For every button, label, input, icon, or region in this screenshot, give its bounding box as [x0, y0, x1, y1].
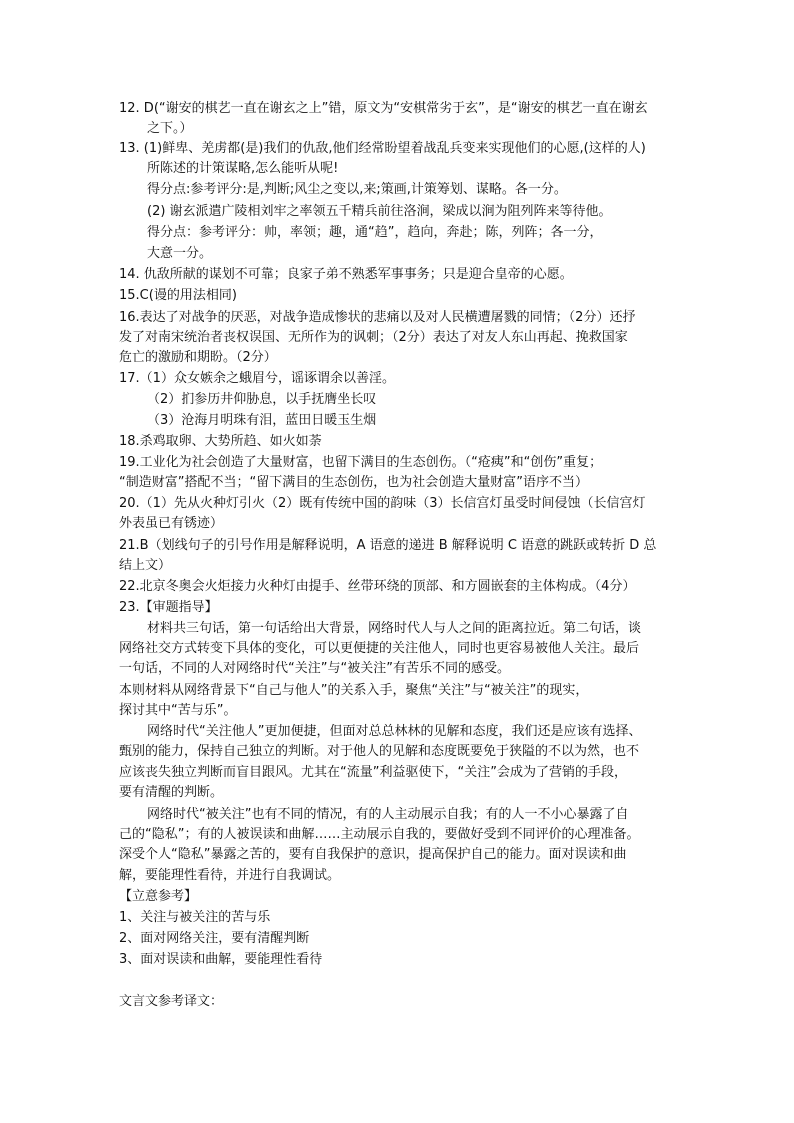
- answer-14: 14. 仇敌所献的谋划不可靠；良家子弟不熟悉军事事务；只是迎合皇帝的心愿。: [119, 267, 573, 282]
- answer-18: 18.杀鸡取卵、大势所趋、如火如荼: [119, 434, 322, 449]
- answer-16-line-3: 危亡的激励和期盼。（2分）: [119, 350, 277, 365]
- answer-12-line-1: 12. D(“谢安的棋艺一直在谢玄之上”错，原文为“安棋常劣于玄”，是“谢安的棋艺一直在谢玄: [119, 101, 648, 116]
- answer-13-scoring-3: 大意一分。: [147, 246, 213, 261]
- essay-guide-p4-line-1: 网络时代“被关注”也有不同的情况，有的人主动展示自我；有的人一不小心暴露了自: [147, 807, 629, 822]
- answer-21-line-2: 结上文）: [119, 558, 172, 573]
- theme-item-2: 2、面对网络关注，要有清醒判断: [119, 931, 310, 946]
- theme-item-1: 1、关注与被关注的苦与乐: [119, 910, 271, 925]
- classical-translation-heading: 文言文参考译文：: [119, 994, 224, 1009]
- answer-19-line-2: “制造财富”搭配不当；“留下满目的生态创伤，也为社会创造大量财富”语序不当）: [119, 475, 588, 490]
- essay-guide-p3-line-4: 要有清醒的判断。: [119, 785, 224, 800]
- answer-17-line-3: （3）沧海月明珠有泪，蓝田日暖玉生烟: [147, 413, 377, 428]
- answer-20-line-2: 外表虽已有锈迹）: [119, 516, 224, 531]
- answer-16-line-1: 16.表达了对战争的厌恶，对战争造成惨状的悲痛以及对人民横遭屠戮的同情；（2分）还抒: [119, 310, 636, 325]
- answer-20-line-1: 20.（1）先从火种灯引火（2）既有传统中国的韵味（3）长信宫灯虽受时间侵蚀（长信宫灯: [119, 496, 646, 511]
- answer-17-line-2: （2）扪参历井仰胁息，以手抚膺坐长叹: [147, 392, 377, 407]
- essay-guide-p4-line-4: 解，要能理性看待，并进行自我调试。: [119, 868, 341, 883]
- essay-guide-p1-line-2: 网络社交方式转变下具体的变化，可以更便捷的关注他人，同时也更容易被他人关注。最后: [119, 641, 640, 656]
- answer-22: 22.北京冬奥会火炬接力火种灯由提手、丝带环绕的顶部、和方圆嵌套的主体构成。（4分）: [119, 579, 636, 594]
- essay-guide-p1-line-3: 一句话，不同的人对网络时代“关注”与“被关注”有苦乐不同的感受。: [119, 661, 510, 676]
- theme-reference-heading: 【立意参考】: [119, 889, 198, 904]
- answer-13-scoring-2: 得分点：参考评分：帅，率领；趣，通“趋”，趋向，奔赴；陈，列阵；各一分，: [147, 225, 603, 240]
- answer-15: 15.C(谩的用法相同): [119, 288, 237, 303]
- answer-17-line-1: 17.（1）众女嫉余之蛾眉兮，谣诼谓余以善淫。: [119, 371, 395, 386]
- essay-guide-p3-line-2: 甄别的能力，保持自己独立的判断。对于他人的见解和态度既要免于狭隘的不以为然，也不: [119, 744, 640, 759]
- answer-12-line-2: 之下。）: [147, 121, 193, 136]
- essay-guide-p3-line-3: 应该丧失独立判断而盲目跟风。尤其在“流量”利益驱使下，“关注”会成为了营销的手段，: [119, 765, 627, 780]
- essay-guide-p2-line-2: 探讨其中“苦与乐”。: [119, 703, 237, 718]
- answer-19-line-1: 19.工业化为社会创造了大量财富，也留下满目的生态创伤。（“疮痍”和“创伤”重复；: [119, 455, 603, 470]
- essay-guide-p2-line-1: 本则材料从网络背景下“自己与他人”的关系入手，聚焦“关注”与“被关注”的现实，: [119, 683, 589, 698]
- answer-13-line-2: 所陈述的计策谋略,怎么能听从呢!: [147, 161, 339, 176]
- essay-guide-p4-line-2: 己的“隐私”；有的人被误读和曲解……主动展示自我的，要做好受到不同评价的心理准备。: [119, 827, 640, 842]
- answer-13-line-1: 13. (1)鲜卑、羌虏都(是)我们的仇敌,他们经常盼望着战乱兵变来实现他们的心愿,(这样的人): [119, 141, 646, 156]
- essay-guide-p3-line-1: 网络时代“关注他人”更加便捷，但面对总总林林的见解和态度，我们还是应该有选择、: [147, 724, 642, 739]
- answer-13-scoring-1: 得分点:参考评分:是,判断;风尘之变以,来;策画,计策筹划、谋略。各一分。: [147, 182, 567, 197]
- answer-21-line-1: 21.B（划线句子的引号作用是解释说明，A 语意的递进 B 解释说明 C 语意的跳跃或转折 D 总: [119, 538, 657, 553]
- essay-guide-p4-line-3: 深受个人“隐私”暴露之苦的，要有自我保护的意识，提高保护自己的能力。面对误读和曲: [119, 847, 627, 862]
- theme-item-3: 3、面对误读和曲解，要能理性看待: [119, 952, 323, 967]
- answer-23-heading: 23.【审题指导】: [119, 600, 218, 615]
- answer-16-line-2: 发了对南宋统治者丧权误国、无所作为的讽刺；（2分）表达了对友人东山再起、挽救国家: [119, 330, 628, 345]
- answer-13-part-2: (2) 谢玄派遣广陵相刘牢之率领五千精兵前往洛涧，梁成以涧为阻列阵来等待他。: [147, 204, 612, 219]
- essay-guide-p1-line-1: 材料共三句话，第一句话给出大背景，网络时代人与人之间的距离拉近。第二句话，谈: [147, 621, 642, 636]
